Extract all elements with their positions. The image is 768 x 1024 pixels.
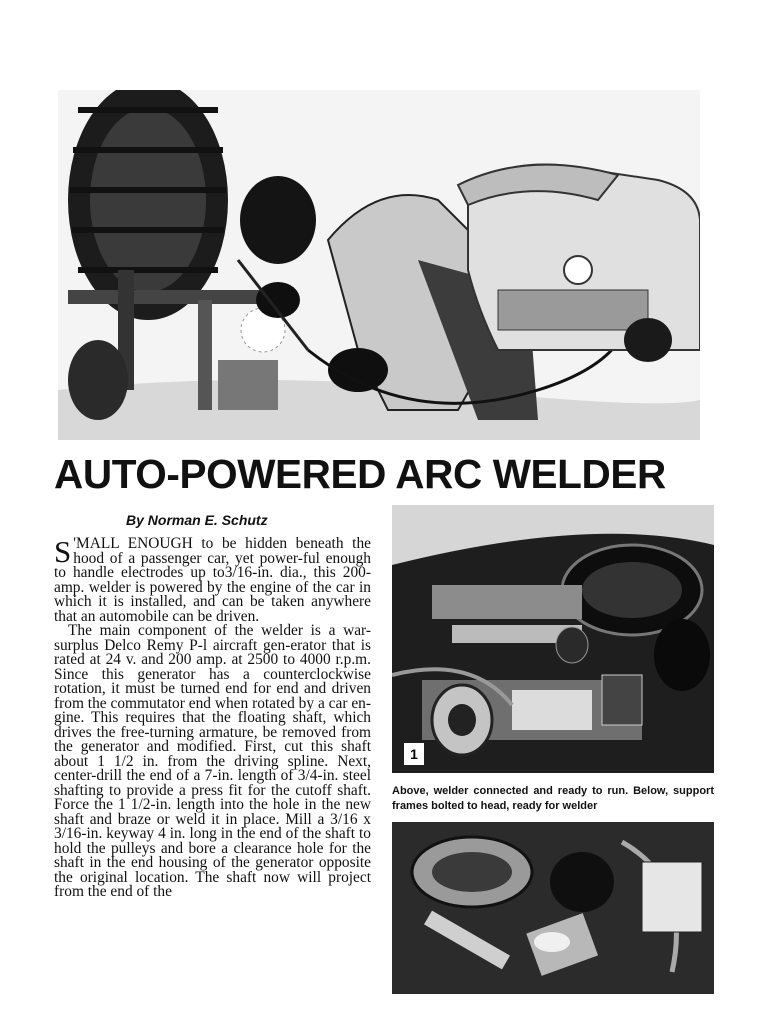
article-body <box>54 537 371 997</box>
drop-cap: S <box>54 537 72 569</box>
paragraph-1 <box>54 537 371 624</box>
paragraph-1-text: 'MALL ENOUGH to be hidden beneath the hood of a passenger car, yet power-ful enough to handle electrodes up to3/16-in. dia., this 200-amp. welder is powered by the engine of the car in which it is installed, and can be taken anywhere that an automobile can be driven. <box>54 537 371 625</box>
welder-illustration <box>58 90 700 440</box>
photo-caption: Above, welder connected and ready to run. Below, support frames bolted to head, ready for welder <box>392 785 714 812</box>
article-title: AUTO-POWERED ARC WELDER <box>54 451 666 497</box>
hero-illustration <box>58 90 700 440</box>
support-frames-image <box>392 822 714 994</box>
engine-bay-image <box>392 505 714 773</box>
engine-photo-bottom <box>392 822 714 994</box>
article-byline: By Norman E. Schutz <box>126 512 268 528</box>
paragraph-2: The main component of the welder is a war-surplus Delco Remy P-l aircraft gen-erator that is rated at 24 v. and 200 amp. at 2500 to 4000 r.p.m. Since this generator has a counterclockwise rotation, it must be turned end for end and driven from the commutator end when rotated by a car en-gine. This requires that the floating shaft, which drives the free-turning armature, be removed from the generator and modified. First, cut this shaft about 1 1/2 in. from the driving spline. Next, center-drill the end of a 7-in. length of 3/4-in. steel shafting to provide a press fit for the cutoff shaft. Force the 1 1/2-in. length into the hole in the new shaft and braze or weld it in place. Mill a 3/16 x 3/16-in. keyway 4 in. long in the end of the shaft to hold the pulleys and bore a clearance hole for the shaft in the end housing of the generator opposite the original location. The shaft now will project from the end of the <box>54 622 371 900</box>
figure-number-badge: 1 <box>404 743 424 765</box>
engine-photo-top <box>392 505 714 773</box>
